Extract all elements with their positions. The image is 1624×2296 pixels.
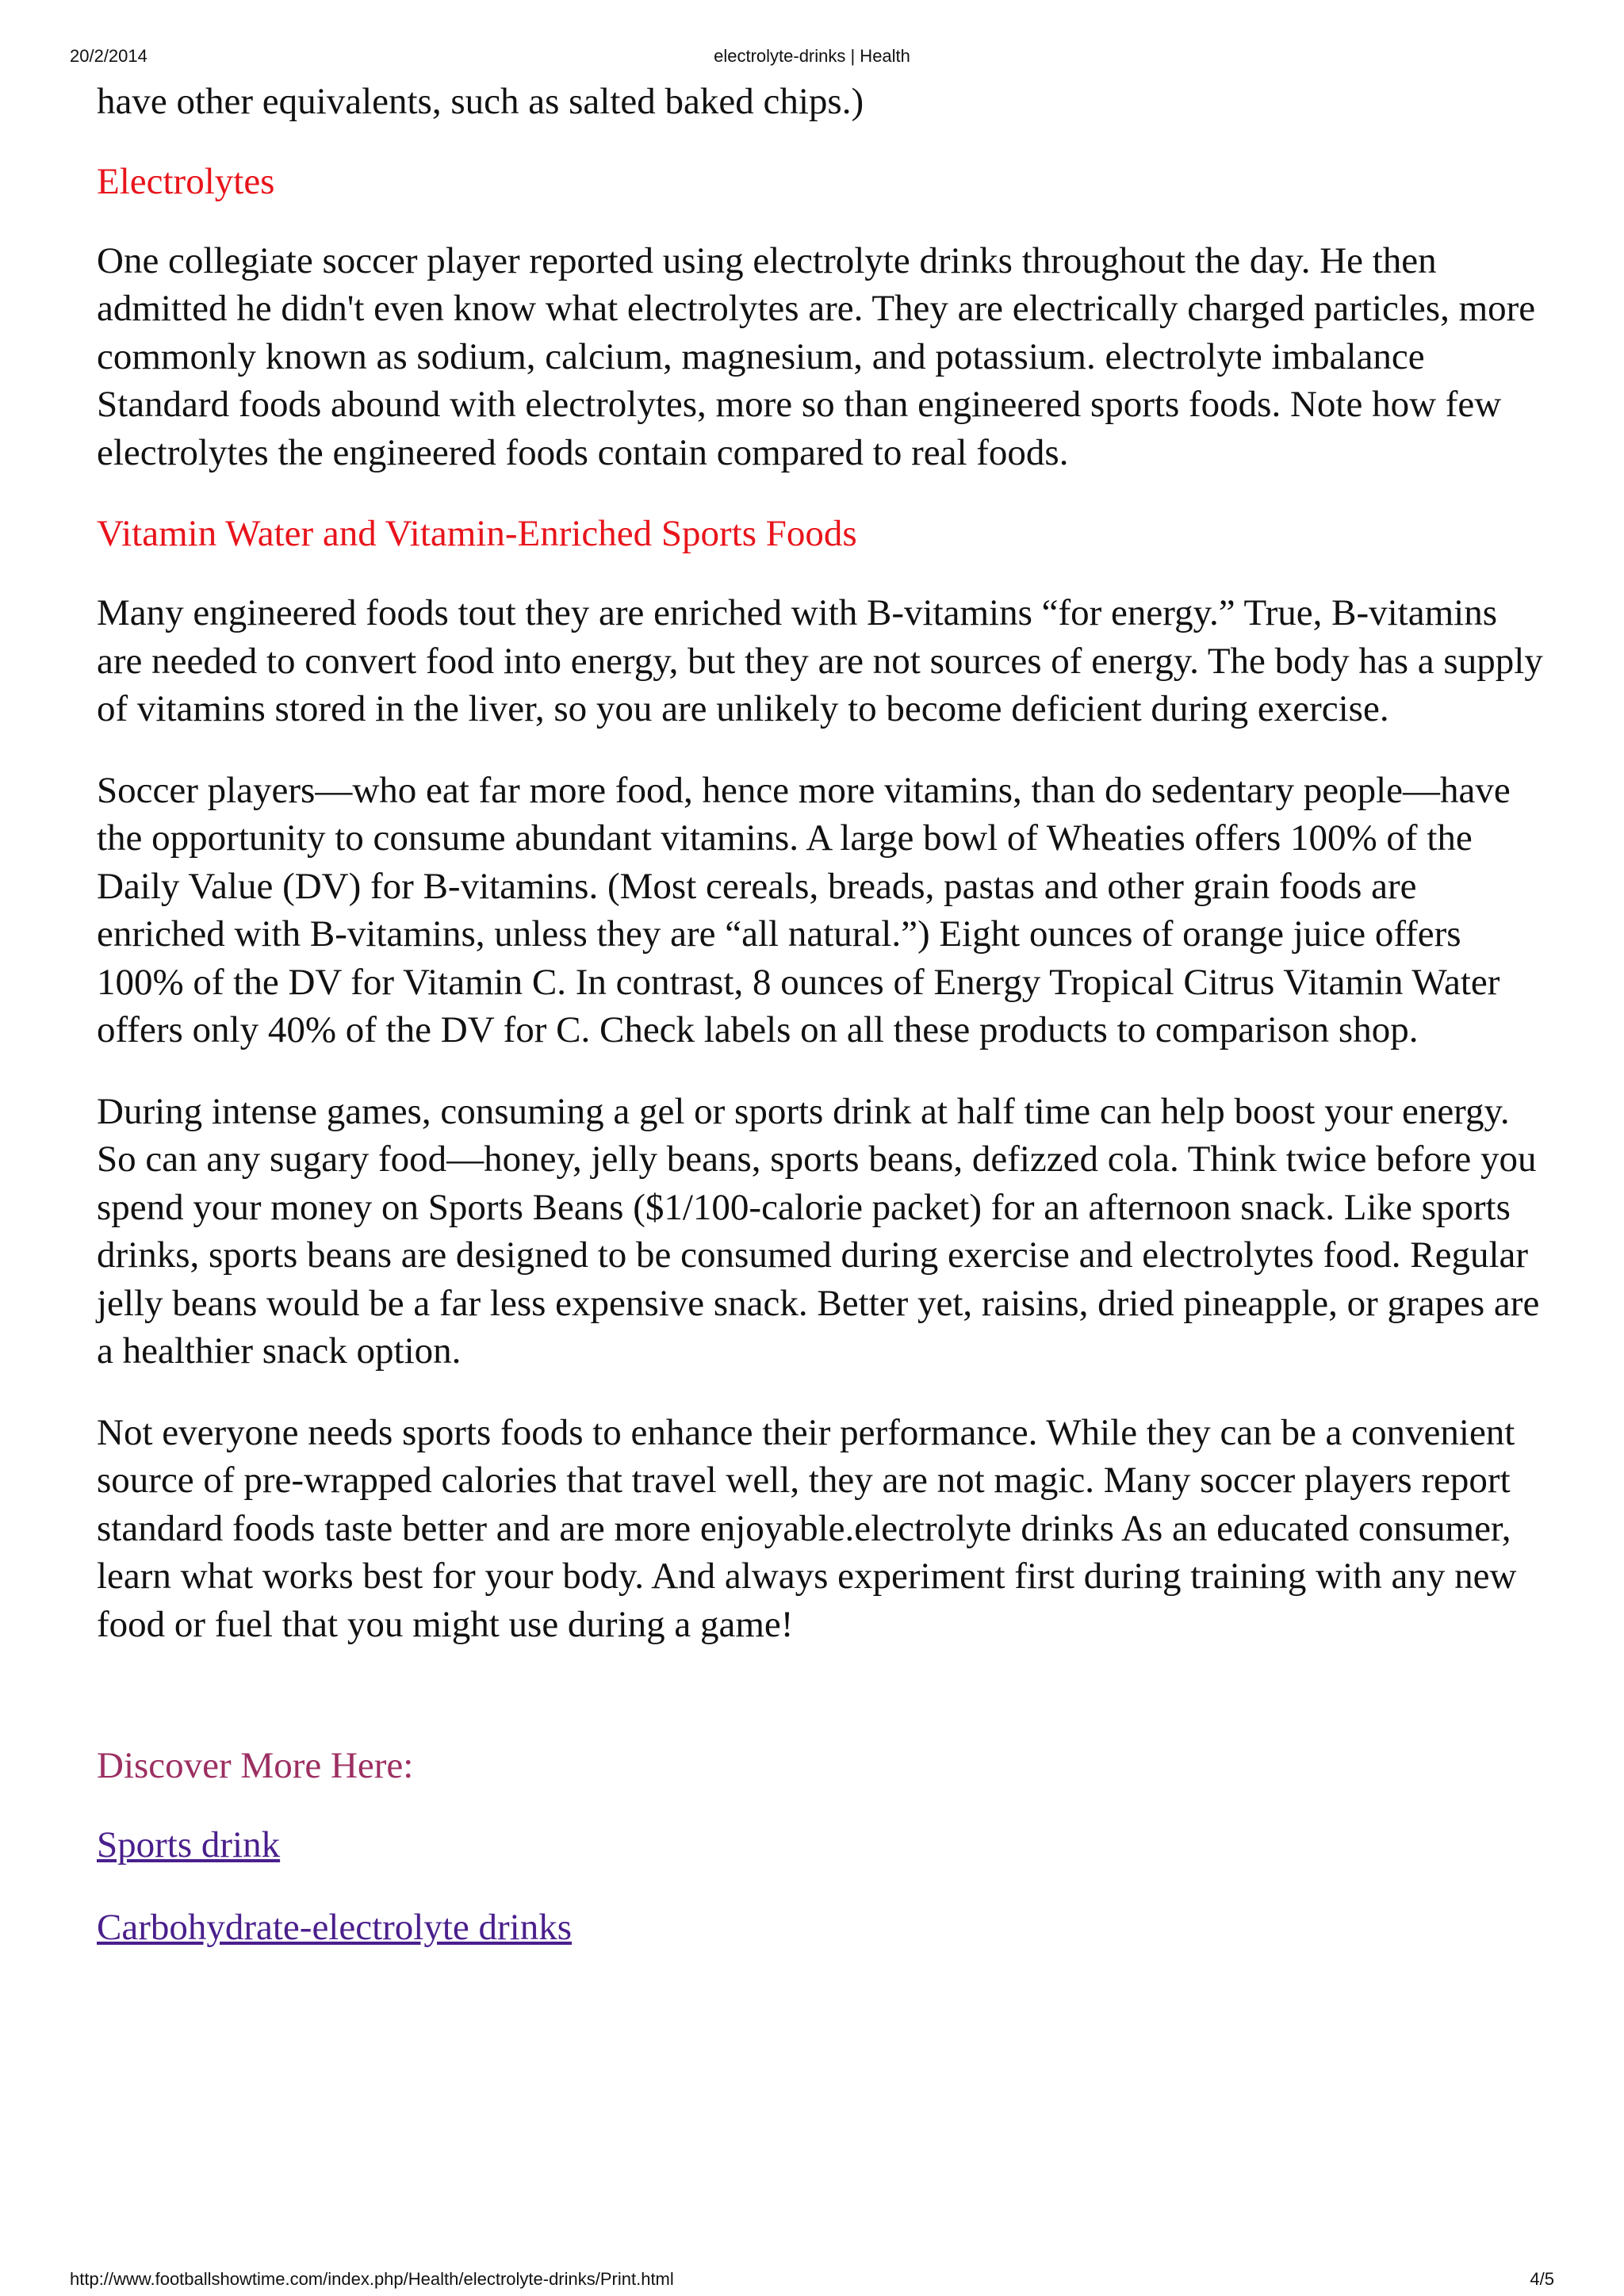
page-number: 4/5 [1530, 2269, 1554, 2289]
print-header [70, 46, 1554, 70]
print-url: http://www.footballshowtime.com/index.php/Health/electrolyte-drinks/Print.html [70, 2269, 674, 2289]
article-content [97, 78, 1548, 1986]
paragraph-electrolytes: One collegiate soccer player reported using electrolyte drinks throughout the day. He then admitted he didn't even know what electrolytes are. They are electrically charged particles, more commonly known as sodium, calcium, magnesium, and potassium. electrolyte imbalance Standard foods abound with electrolytes, more so than engineered sports foods. Note how few electrolytes the engineered foods contain compared to real foods. [97, 239, 1536, 473]
print-date: 20/2/2014 [70, 46, 147, 66]
paragraph-vitamins-4: Not everyone needs sports foods to enhance their performance. While they can be a convenient source of pre-wrapped calories that travel well, they are not magic. Many soccer players report standard foods taste better and are more enjoyable.electrolyte drinks As an educated consumer, learn what works best for your body. And always experiment first during training with any new food or fuel that you might use during a game! [97, 1411, 1517, 1645]
link-carbohydrate-electrolyte-drinks[interactable]: Carbohydrate-electrolyte drinks [97, 1907, 573, 1948]
discover-links [97, 1821, 1548, 1951]
print-page-title: electrolyte-drinks | Health [714, 46, 910, 66]
paragraph-vitamins-2: Soccer players—who eat far more food, hence more vitamins, than do sedentary people—have the opportunity to consume abundant vitamins. A large bowl of Wheaties offers 100% of the Daily Value (DV) for B-vitamins. (Most cereals, breads, pastas and other grain foods are enriched with B-vitamins, unless they are “all natural.”) Eight ounces of orange juice offers 100% of the DV for Vitamin C. In contrast, 8 ounces of Energy Tropical Citrus Vitamin Water offers only 40% of the DV for C. Check labels on all these products to comparison shop. [97, 769, 1511, 1050]
discover-more-heading: Discover More Here: [97, 1745, 414, 1786]
section-heading-vitamin-water: Vitamin Water and Vitamin-Enriched Sports Foods [97, 513, 857, 554]
paragraph-vitamins-1: Many engineered foods tout they are enriched with B-vitamins “for energy.” True, B-vitamins are needed to convert food into energy, but they are not sources of energy. The body has a supply of vitamins stored in the liver, so you are unlikely to become deficient during exercise. [97, 592, 1543, 729]
section-heading-electrolytes: Electrolytes [97, 160, 275, 202]
paragraph-vitamins-3: During intense games, consuming a gel or sports drink at half time can help boost your energy. So can any sugary food—honey, jelly beans, sports beans, defizzed cola. Think twice before you spend your money on Sports Beans ($1/100-calorie packet) for an afternoon snack. Like sports drinks, sports beans are designed to be consumed during exercise and electrolytes food. Regular jelly beans would be a far less expensive snack. Better yet, raisins, dried pineapple, or grapes are a healthier snack option. [97, 1090, 1540, 1372]
link-sports-drink[interactable]: Sports drink [97, 1824, 281, 1866]
lead-paragraph: have other equivalents, such as salted baked chips.) [97, 81, 864, 122]
print-footer [70, 2269, 1554, 2293]
